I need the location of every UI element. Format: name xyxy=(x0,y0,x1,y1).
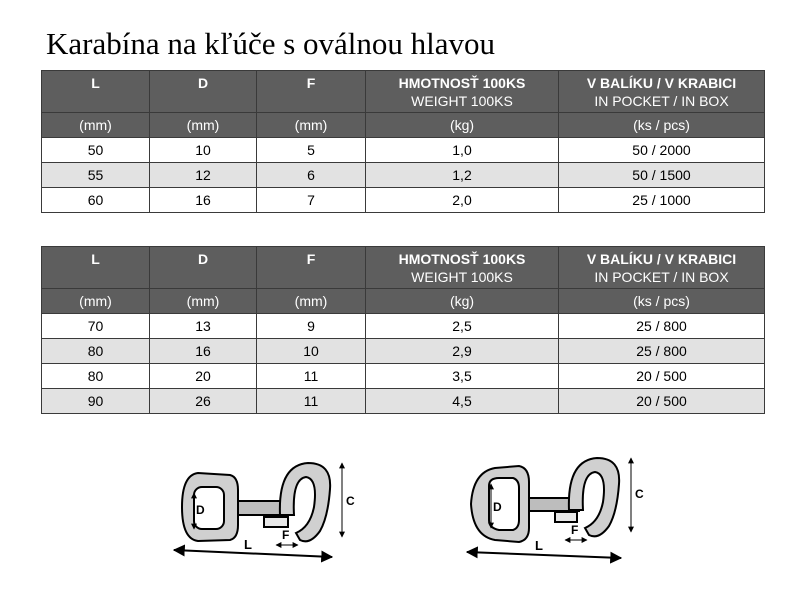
cell-d: 16 xyxy=(150,188,257,213)
cell-d: 20 xyxy=(150,364,257,389)
dimension-label-c: C xyxy=(635,487,644,501)
unit-package: (ks / pcs) xyxy=(559,113,765,138)
dimension-label-l: L xyxy=(244,537,252,552)
cell-weight: 3,5 xyxy=(366,364,559,389)
cell-l: 80 xyxy=(42,339,150,364)
table-row xyxy=(42,138,765,163)
cell-package: 20 / 500 xyxy=(559,364,765,389)
table-row xyxy=(42,163,765,188)
cell-f: 10 xyxy=(257,339,366,364)
cell-f: 7 xyxy=(257,188,366,213)
unit-package: (ks / pcs) xyxy=(559,289,765,314)
spec-table-2 xyxy=(41,246,765,414)
dimension-label-d: D xyxy=(493,500,502,514)
table-row xyxy=(42,314,765,339)
header-weight-en: WEIGHT 100KS xyxy=(411,93,513,109)
header-package xyxy=(559,71,765,113)
page-title: Karabína na kľúče s oválnou hlavou xyxy=(46,26,496,61)
cell-d: 10 xyxy=(150,138,257,163)
units-row xyxy=(42,289,765,314)
cell-package: 25 / 1000 xyxy=(559,188,765,213)
cell-weight: 1,0 xyxy=(366,138,559,163)
units-row xyxy=(42,113,765,138)
table-row xyxy=(42,389,765,414)
dimension-arrow-l xyxy=(174,550,332,557)
cell-l: 90 xyxy=(42,389,150,414)
unit-d: (mm) xyxy=(150,289,257,314)
header-package-en: IN POCKET / IN BOX xyxy=(594,93,729,109)
header-l: L xyxy=(42,71,150,113)
header-weight xyxy=(366,247,559,289)
unit-l: (mm) xyxy=(42,289,150,314)
cell-package: 20 / 500 xyxy=(559,389,765,414)
cell-l: 80 xyxy=(42,364,150,389)
cell-l: 50 xyxy=(42,138,150,163)
carabiner-drawing-right xyxy=(455,440,655,575)
dimension-arrow-l xyxy=(467,552,621,558)
cell-f: 9 xyxy=(257,314,366,339)
unit-weight: (kg) xyxy=(366,113,559,138)
cell-f: 6 xyxy=(257,163,366,188)
cell-l: 70 xyxy=(42,314,150,339)
header-package-en: IN POCKET / IN BOX xyxy=(594,269,729,285)
header-d: D xyxy=(150,71,257,113)
table-header-row xyxy=(42,71,765,113)
cell-l: 55 xyxy=(42,163,150,188)
cell-weight: 2,0 xyxy=(366,188,559,213)
cell-weight: 4,5 xyxy=(366,389,559,414)
cell-d: 26 xyxy=(150,389,257,414)
unit-weight: (kg) xyxy=(366,289,559,314)
table-row xyxy=(42,339,765,364)
table-row xyxy=(42,364,765,389)
cell-package: 50 / 1500 xyxy=(559,163,765,188)
spec-table-1 xyxy=(41,70,765,213)
dimension-label-l: L xyxy=(535,538,543,553)
header-weight xyxy=(366,71,559,113)
dimension-label-f: F xyxy=(282,528,290,542)
header-d: D xyxy=(150,247,257,289)
cell-f: 11 xyxy=(257,389,366,414)
table-header-row xyxy=(42,247,765,289)
cell-l: 60 xyxy=(42,188,150,213)
header-f: F xyxy=(257,247,366,289)
unit-l: (mm) xyxy=(42,113,150,138)
unit-f: (mm) xyxy=(257,289,366,314)
cell-weight: 2,5 xyxy=(366,314,559,339)
dimension-label-f: F xyxy=(571,523,579,537)
cell-package: 25 / 800 xyxy=(559,339,765,364)
unit-d: (mm) xyxy=(150,113,257,138)
header-f: F xyxy=(257,71,366,113)
cell-package: 50 / 2000 xyxy=(559,138,765,163)
cell-d: 13 xyxy=(150,314,257,339)
cell-f: 5 xyxy=(257,138,366,163)
header-weight-cz: HMOTNOSŤ 100KS xyxy=(398,251,526,267)
dimension-label-c: C xyxy=(346,494,355,508)
cell-d: 12 xyxy=(150,163,257,188)
header-l: L xyxy=(42,247,150,289)
table-row xyxy=(42,188,765,213)
unit-f: (mm) xyxy=(257,113,366,138)
header-weight-en: WEIGHT 100KS xyxy=(411,269,513,285)
header-weight-cz: HMOTNOSŤ 100KS xyxy=(398,75,526,91)
header-package xyxy=(559,247,765,289)
cell-package: 25 / 800 xyxy=(559,314,765,339)
header-package-cz: V BALÍKU / V KRABICI xyxy=(586,251,737,267)
carabiner-drawing-left xyxy=(160,445,360,575)
header-package-cz: V BALÍKU / V KRABICI xyxy=(586,75,737,91)
dimension-label-d: D xyxy=(196,503,205,517)
cell-f: 11 xyxy=(257,364,366,389)
cell-weight: 1,2 xyxy=(366,163,559,188)
cell-weight: 2,9 xyxy=(366,339,559,364)
cell-d: 16 xyxy=(150,339,257,364)
